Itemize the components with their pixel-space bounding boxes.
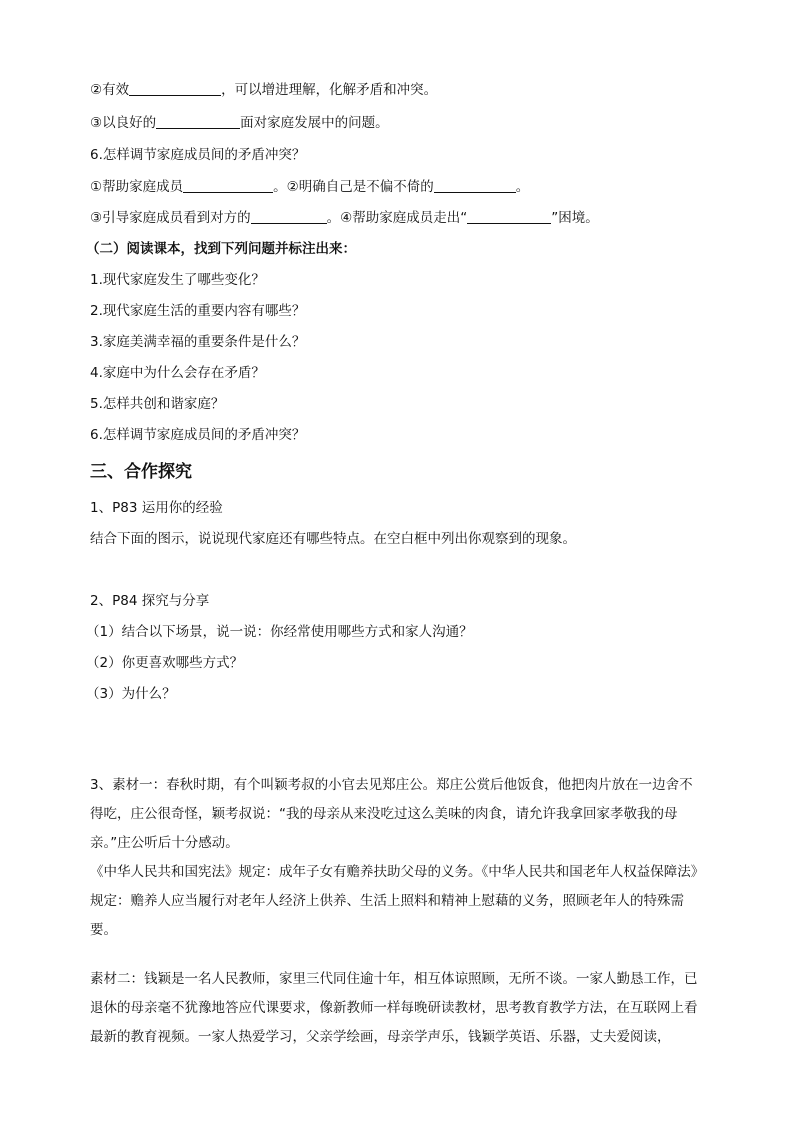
fill-text: ③以良好的	[90, 115, 157, 131]
reading-question: 1.现代家庭发生了哪些变化？	[90, 272, 265, 288]
material-1: 3、素材一：春秋时期，有个叫颖考叔的小官去见郑庄公。郑庄公赏后他饭食，他把肉片放在一边舍不得吃，庄公很奇怪，颖考叔说：“我的母亲从来没吃过这么美味的肉食，请允许我拿回家孝敬我的母亲。”庄公听后十分感动。	[90, 777, 693, 851]
fill-text: 。②明确自己是不偏不倚的	[273, 179, 434, 195]
question-6: 6.怎样调节家庭成员间的矛盾冲突？	[90, 147, 306, 163]
fill-line-effective	[90, 80, 437, 100]
fill-text: ②有效	[90, 82, 130, 98]
inquiry-item-2-question: （2）你更喜欢哪些方式？	[86, 655, 244, 671]
fill-line-good-attitude	[90, 113, 389, 133]
reading-question: 3.家庭美满幸福的重要条件是什么？	[90, 334, 306, 350]
fill-text: ，可以增进理解，化解矛盾和冲突。	[221, 82, 438, 98]
answer-blank[interactable]	[129, 81, 221, 96]
reading-question: 5.怎样共创和谐家庭？	[90, 396, 225, 412]
fill-line-help-members	[90, 177, 529, 197]
reading-heading: （二）阅读课本，找到下列问题并标注出来：	[86, 241, 356, 257]
answer-blank[interactable]	[183, 178, 273, 193]
inquiry-item-2-title: 2、P84 探究与分享	[90, 593, 210, 609]
answer-blank[interactable]	[467, 209, 551, 224]
fill-text: 。	[515, 179, 530, 195]
material-2: 素材二：钱颖是一名人民教师，家里三代同住逾十年，相互体谅照顾，无所不谈。一家人勤恳工作，已退休的母亲毫不犹豫地答应代课要求，像新教师一样每晚研读教材，思考教育教学方法，在互联网上看最新的教育视频。一家人热爱学习，父亲学绘画，母亲学声乐，钱颖学英语、乐器，丈夫爱阅读，	[90, 971, 698, 1045]
answer-blank[interactable]	[251, 209, 327, 224]
fill-line-guide-members	[90, 208, 599, 228]
reading-question: 2.现代家庭生活的重要内容有哪些？	[90, 303, 306, 319]
fill-text: ③引导家庭成员看到对方的	[90, 210, 251, 226]
answer-blank[interactable]	[156, 114, 240, 129]
inquiry-item-2-question: （3）为什么？	[86, 686, 176, 702]
fill-text: 面对家庭发展中的问题。	[240, 115, 389, 131]
inquiry-item-1-text: 结合下面的图示，说说现代家庭还有哪些特点。在空白框中列出你观察到的现象。	[90, 531, 576, 547]
reading-question: 6.怎样调节家庭成员间的矛盾冲突？	[90, 427, 306, 443]
inquiry-item-1-title: 1、P83 运用你的经验	[90, 500, 223, 516]
reading-question: 4.家庭中为什么会存在矛盾？	[90, 365, 265, 381]
answer-blank[interactable]	[434, 178, 516, 193]
fill-text: ”困境。	[551, 210, 599, 226]
fill-text: ①帮助家庭成员	[90, 179, 184, 195]
fill-text: 。④帮助家庭成员走出“	[326, 210, 468, 226]
inquiry-item-2-question: （1）结合以下场景，说一说：你经常使用哪些方式和家人沟通？	[86, 624, 473, 640]
section-title: 三、合作探究	[90, 462, 192, 482]
law-provisions: 《中华人民共和国宪法》规定：成年子女有赡养扶助父母的义务。《中华人民共和国老年人权益保障法》规定：赡养人应当履行对老年人经济上供养、生活上照料和精神上慰藉的义务，照顾老年人的特殊需要。	[90, 864, 705, 938]
